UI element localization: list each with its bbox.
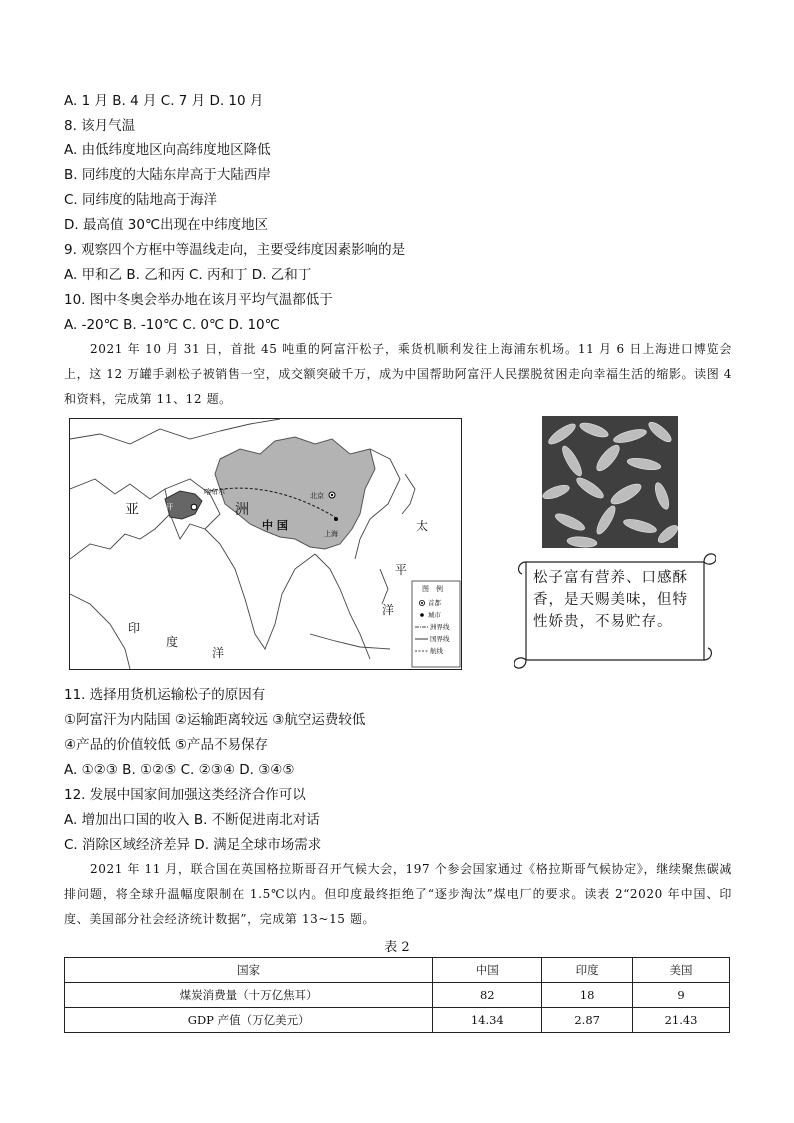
- table-header: 印度: [542, 958, 633, 983]
- q10-options: A. -20℃ B. -10℃ C. 0℃ D. 10℃: [64, 317, 280, 333]
- label-asia-2: 洲: [235, 502, 249, 518]
- stats-table: [64, 957, 730, 1033]
- q8-option-b: B. 同纬度的大陆东岸高于大陆西岸: [64, 167, 271, 183]
- label-pacific-2: 平: [395, 563, 408, 577]
- label-shanghai: 上海: [324, 530, 338, 538]
- q8-option-a: A. 由低纬度地区向高纬度地区降低: [64, 142, 271, 158]
- legend-capital: 首都: [428, 599, 441, 607]
- q8-stem: 8. 该月气温: [64, 118, 136, 134]
- q11-options: A. ①②③ B. ①②⑤ C. ②③④ D. ③④⑤: [64, 762, 295, 778]
- label-afghanistan: 阿富汗: [152, 503, 173, 511]
- table-cell: 14.34: [433, 1008, 542, 1033]
- label-indian-2: 度: [166, 635, 179, 649]
- q11-stem: 11. 选择用货机运输松子的原因有: [64, 687, 266, 703]
- q11-line1: ①阿富汗为内陆国 ②运输距离较远 ③航空运费较低: [64, 712, 366, 728]
- table-header: 中国: [433, 958, 542, 983]
- legend-continent-boundary: 洲界线: [430, 623, 450, 631]
- table-cell: 21.43: [633, 1008, 730, 1033]
- q8-option-d: D. 最高值 30℃出现在中纬度地区: [64, 217, 269, 233]
- q8-option-c: C. 同纬度的陆地高于海洋: [64, 192, 218, 208]
- table-header: 国家: [65, 958, 433, 983]
- table-cell: 82: [433, 983, 542, 1008]
- passage-pine-nuts: 2021 年 10 月 31 日，首批 45 吨重的阿富汗松子，乘货机顺利发往上海浦东机场。11 月 6 日上海进口博览会上，这 12 万罐手剥松子被销售一空，成交额突破千万，成为中国帮助阿富汗人民摆脱贫困走向幸福生活的缩影。读图 4 和资料，完成第 11、12 题。: [64, 342, 732, 406]
- label-pacific-1: 太: [416, 519, 429, 533]
- table-caption: 表 2: [384, 940, 410, 955]
- table-row: [65, 983, 730, 1008]
- q12-line2: C. 消除区域经济差异 D. 满足全球市场需求: [64, 837, 322, 853]
- passage-climate: 2021 年 11 月，联合国在英国格拉斯哥召开气候大会，197 个参会国家通过《格拉斯哥气候协定》，继续聚焦碳减排问题，将全球升温幅度限制在 1.5℃以内。但印度最终拒绝了“逐步淘汰”煤电厂的要求。读表 2“2020 年中国、印度、美国部分社会经济统计数据”，完成第 13~15 题。: [64, 862, 732, 926]
- asia-map: [69, 418, 462, 670]
- label-pacific-3: 洋: [382, 603, 395, 617]
- legend-national-boundary: 国界线: [430, 635, 450, 643]
- table-cell: 9: [633, 983, 730, 1008]
- label-indian-1: 印: [128, 621, 141, 635]
- q12-stem: 12. 发展中国家间加强这类经济合作可以: [64, 787, 306, 803]
- q10-stem: 10. 图中冬奥会举办地在该月平均气温都低于: [64, 292, 333, 308]
- legend-city: 城市: [428, 611, 441, 619]
- pine-nuts-photo: [542, 416, 678, 548]
- table-cell: GDP 产值（万亿美元）: [65, 1008, 433, 1033]
- q9-stem: 9. 观察四个方框中等温线走向，主要受纬度因素影响的是: [64, 242, 406, 258]
- table-cell: 2.87: [542, 1008, 633, 1033]
- q9-options: A. 甲和乙 B. 乙和丙 C. 丙和丁 D. 乙和丁: [64, 267, 312, 283]
- label-kabul: 喀布尔: [204, 488, 225, 496]
- pine-nuts-image: [542, 416, 678, 548]
- label-asia-1: 亚: [125, 502, 139, 518]
- q7-options: A. 1 月 B. 4 月 C. 7 月 D. 10 月: [64, 93, 264, 109]
- label-indian-3: 洋: [212, 646, 225, 660]
- label-beijing: 北京: [310, 492, 324, 500]
- q12-line1: A. 增加出口国的收入 B. 不断促进南北对话: [64, 812, 320, 828]
- table-row: [65, 1008, 730, 1033]
- table-header-row: [65, 958, 730, 983]
- table-cell: 18: [542, 983, 633, 1008]
- q11-line2: ④产品的价值较低 ⑤产品不易保存: [64, 737, 268, 753]
- table-cell: 煤炭消费量（十万亿焦耳）: [65, 983, 433, 1008]
- scroll-text: 松子富有营养、口感酥香，是天赐美味，但特性娇贵，不易贮存。: [533, 570, 688, 630]
- legend-title: 图 例: [422, 585, 443, 593]
- table-header: 美国: [633, 958, 730, 983]
- legend-air-route: 航线: [430, 647, 443, 655]
- label-china: 中 国: [262, 519, 288, 532]
